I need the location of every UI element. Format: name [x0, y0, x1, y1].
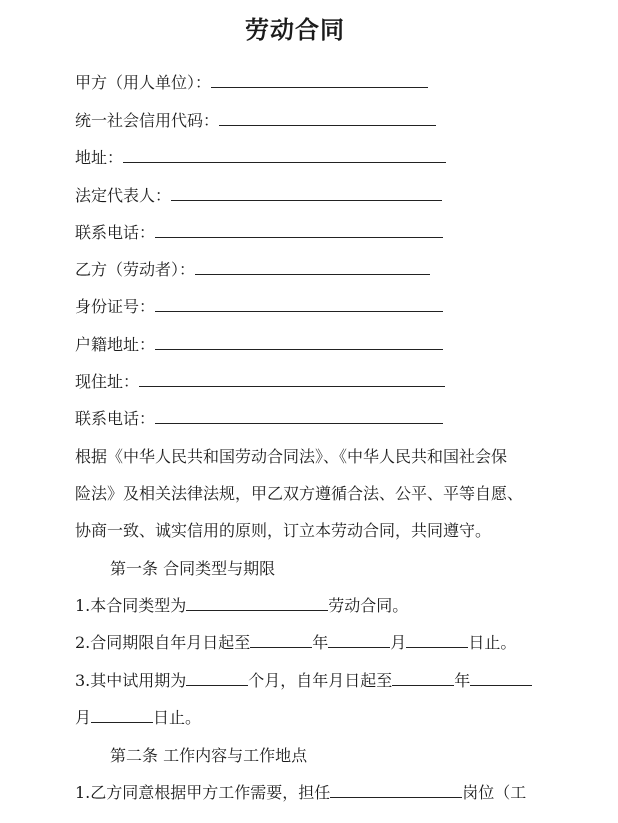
term-end-year-blank[interactable] — [250, 633, 312, 648]
party-a-phone-label: 联系电话： — [75, 223, 156, 242]
term-month-label: 月 — [390, 633, 407, 652]
position-suffix: 岗位（工 — [462, 783, 527, 802]
party-b-worker-field — [75, 259, 430, 281]
article-1-item-3-continued — [75, 707, 201, 729]
party-a-unit-field — [75, 72, 428, 94]
term-suffix: 日止。 — [468, 633, 517, 652]
probation-end-month-blank[interactable] — [470, 671, 532, 686]
credit-code-label: 统一社会信用代码： — [75, 111, 220, 130]
probation-month-label: 月 — [75, 708, 92, 727]
party-a-unit-label: 甲方（用人单位）： — [75, 73, 212, 92]
preamble-line-2: 险法》及相关法律法规，甲乙双方遵循合法、公平、平等自愿、 — [75, 484, 524, 503]
address-label: 地址： — [75, 148, 124, 167]
article-1-item-3 — [75, 670, 532, 692]
legal-rep-label: 法定代表人： — [75, 186, 172, 205]
position-blank[interactable] — [330, 783, 462, 798]
legal-rep-field — [75, 185, 442, 207]
article-1-item-1 — [75, 595, 408, 617]
article-2-heading: 第二条 工作内容与工作地点 — [110, 746, 308, 765]
probation-months-blank[interactable] — [186, 671, 248, 686]
preamble-line-3: 协商一致、诚实信用的原则，订立本劳动合同，共同遵守。 — [75, 521, 492, 540]
party-b-phone-label: 联系电话： — [75, 409, 156, 428]
party-b-worker-blank[interactable] — [195, 260, 430, 275]
residence-field — [75, 371, 445, 393]
residence-blank[interactable] — [139, 372, 445, 387]
contract-type-suffix: 劳动合同。 — [328, 596, 409, 615]
position-prefix: 1.乙方同意根据甲方工作需要，担任 — [75, 783, 331, 802]
article-2-item-1 — [75, 782, 526, 804]
contract-type-blank[interactable] — [186, 596, 328, 611]
probation-end-year-blank[interactable] — [392, 671, 454, 686]
article-1-item-2 — [75, 632, 516, 654]
party-a-unit-blank[interactable] — [211, 73, 428, 88]
id-number-blank[interactable] — [155, 297, 443, 312]
term-end-month-blank[interactable] — [328, 633, 390, 648]
credit-code-field — [75, 110, 436, 132]
party-a-phone-field — [75, 222, 443, 244]
party-a-phone-blank[interactable] — [155, 223, 443, 238]
household-address-field — [75, 334, 443, 356]
id-number-label: 身份证号： — [75, 297, 156, 316]
party-b-worker-label: 乙方（劳动者）： — [75, 260, 196, 279]
id-number-field — [75, 296, 443, 318]
party-b-phone-field — [75, 408, 443, 430]
residence-label: 现住址： — [75, 372, 140, 391]
document-title: 劳动合同 — [245, 16, 345, 44]
credit-code-blank[interactable] — [219, 111, 436, 126]
probation-year-label: 年 — [454, 671, 471, 690]
term-prefix: 2.合同期限自年月日起至 — [75, 633, 251, 652]
party-b-phone-blank[interactable] — [155, 409, 443, 424]
probation-mid: 个月，自年月日起至 — [248, 671, 393, 690]
household-address-label: 户籍地址： — [75, 335, 156, 354]
address-field — [75, 147, 446, 169]
probation-suffix: 日止。 — [153, 708, 202, 727]
term-end-day-blank[interactable] — [406, 633, 468, 648]
contract-type-prefix: 1.本合同类型为 — [75, 596, 187, 615]
address-blank[interactable] — [123, 148, 446, 163]
article-1-heading: 第一条 合同类型与期限 — [110, 559, 276, 578]
probation-end-day-blank[interactable] — [91, 708, 153, 723]
term-year-label: 年 — [312, 633, 329, 652]
probation-prefix: 3.其中试用期为 — [75, 671, 187, 690]
legal-rep-blank[interactable] — [171, 186, 442, 201]
preamble-line-1: 根据《中华人民共和国劳动合同法》、《中华人民共和国社会保 — [75, 447, 508, 466]
household-address-blank[interactable] — [155, 335, 443, 350]
